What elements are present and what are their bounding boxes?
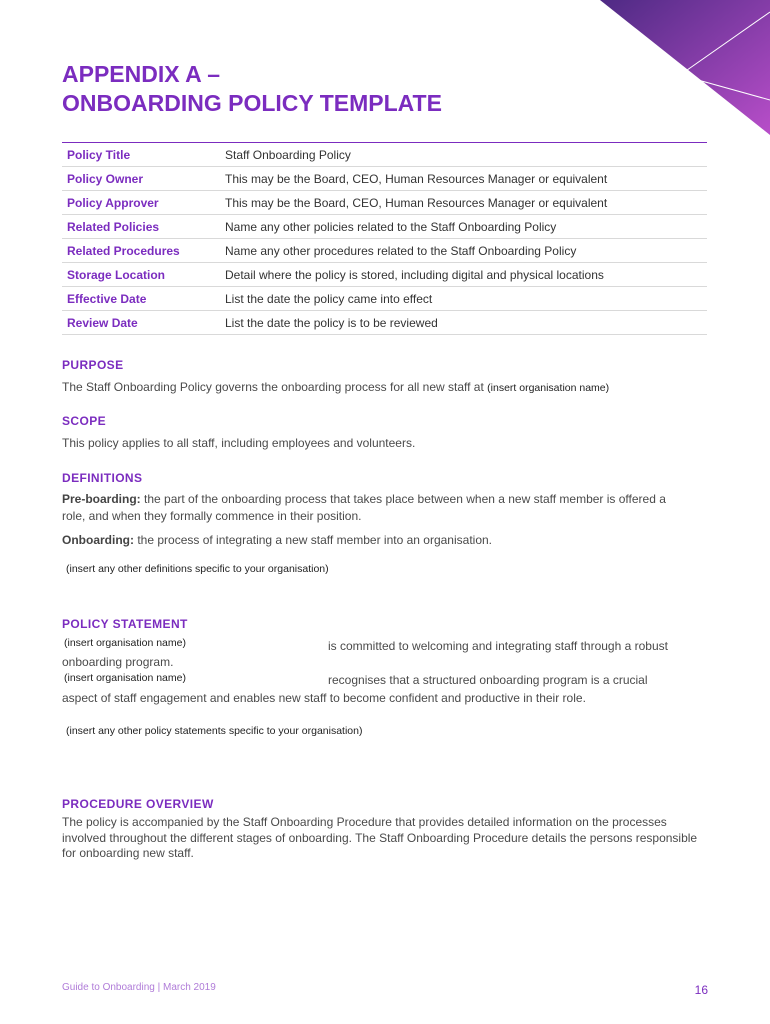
preboarding-term: Pre-boarding: [62,492,141,506]
page-title [62,60,442,118]
row-label: Policy Owner [62,167,220,191]
onboarding-term: Onboarding: [62,533,134,547]
onboarding-definition: the process of integrating a new staff member into an organisation. [137,533,492,547]
row-label: Related Procedures [62,239,220,263]
row-value: Name any other procedures related to the Staff Onboarding Policy [220,239,707,263]
table-row [62,287,707,311]
policy-statements-placeholder: (insert any other policy statements specific to your organisation) [66,725,363,737]
row-label: Policy Title [62,143,220,167]
row-value: This may be the Board, CEO, Human Resources Manager or equivalent [220,191,707,215]
definitions-placeholder: (insert any other definitions specific to your organisation) [66,563,329,575]
row-value: List the date the policy came into effect [220,287,707,311]
procedure-overview-text: The policy is accompanied by the Staff Onboarding Procedure that provides detailed information on the processes involved throughout the different stages of onboarding. The Staff Onboarding Procedure details the persons responsible for onboarding new staff. [62,815,698,860]
table-row [62,215,707,239]
footer-text: Guide to Onboarding | March 2019 [62,982,216,993]
org-name-placeholder: (insert organisation name) [64,637,186,649]
purpose-sentence: The Staff Onboarding Policy governs the onboarding process for all new staff at [62,380,484,394]
row-label: Policy Approver [62,191,220,215]
definition-preboarding [62,491,672,525]
policy-details-table [62,142,707,335]
row-value: Name any other policies related to the Staff Onboarding Policy [220,215,707,239]
row-value: This may be the Board, CEO, Human Resources Manager or equivalent [220,167,707,191]
row-label: Related Policies [62,215,220,239]
statement-2-continuation: aspect of staff engagement and enables new staff to become confident and productive in their role. [62,691,586,705]
table-row [62,143,707,167]
row-label: Review Date [62,311,220,335]
row-value: Detail where the policy is stored, including digital and physical locations [220,263,707,287]
statement-2-text: recognises that a structured onboarding program is a crucial [328,673,648,687]
table-row [62,167,707,191]
table-row [62,263,707,287]
row-label: Effective Date [62,287,220,311]
row-value: List the date the policy is to be reviewed [220,311,707,335]
table-row [62,191,707,215]
title-line-1: APPENDIX A – [62,61,221,87]
row-value: Staff Onboarding Policy [220,143,707,167]
org-name-placeholder: (insert organisation name) [487,382,610,394]
table-row [62,239,707,263]
title-line-2: ONBOARDING POLICY TEMPLATE [62,90,442,116]
statement-1-continuation: onboarding program. [62,655,174,669]
org-name-placeholder: (insert organisation name) [64,672,186,684]
definition-onboarding [62,532,707,548]
preboarding-definition: the part of the onboarding process that takes place between when a new staff member is offered a role, and when they formally commence in their position. [62,492,666,523]
scope-text: This policy applies to all staff, including employees and volunteers. [62,436,416,450]
corner-decoration [570,0,770,140]
row-label: Storage Location [62,263,220,287]
policy-statement-heading: POLICY STATEMENT [62,617,188,631]
purpose-text [62,379,707,396]
definitions-heading: DEFINITIONS [62,471,143,485]
page-number: 16 [694,983,708,997]
table-row [62,311,707,335]
procedure-overview-heading: PROCEDURE OVERVIEW [62,797,214,811]
scope-heading: SCOPE [62,414,107,428]
purpose-heading: PURPOSE [62,358,124,372]
statement-1-text: is committed to welcoming and integrating staff through a robust [328,639,668,653]
